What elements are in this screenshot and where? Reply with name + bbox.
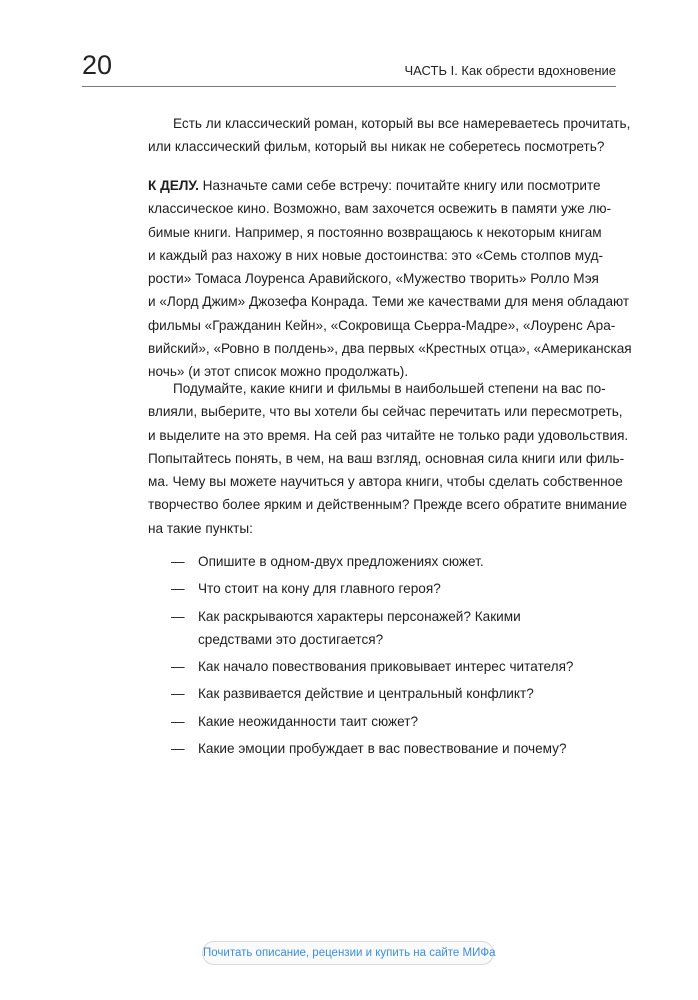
dash-marker: — <box>171 713 185 729</box>
text-line: бимые книги. Например, я постоянно возвращаюсь к некоторым книгам <box>148 224 602 240</box>
text-line: Есть ли классический роман, который вы все намереваетесь прочитать, <box>173 116 631 131</box>
list-item-text: Что стоит на кону для главного героя? <box>198 581 441 597</box>
text-line: или классический фильм, который вы никак не соберетесь посмотреть? <box>148 139 605 155</box>
text-line: творчество более ярким и действенным? Прежде всего обратите внимание <box>148 497 628 513</box>
text-line: фильмы «Гражданин Кейн», «Сокровища Сьерра-Мадре», «Лоуренс Ара- <box>148 317 616 333</box>
page-number: 20 <box>82 50 113 80</box>
list-item-text: Опишите в одном-двух предложениях сюжет. <box>198 554 484 569</box>
list-item <box>148 550 597 573</box>
text-line: влияли, выберите, что вы хотели бы сейчас перечитать или пересмотреть, <box>148 404 623 420</box>
dash-marker: — <box>171 581 185 597</box>
text-line: рости» Томаса Лоуренса Аравийского, «Мужество творить» Ролло Мэя <box>148 271 599 287</box>
action-lead: К ДЕЛУ. <box>148 178 199 193</box>
dash-marker: — <box>171 608 185 624</box>
text-line: Попытайтесь понять, в чем, на ваш взгляд, основная сила книги или филь- <box>148 450 625 466</box>
question-paragraph <box>148 112 631 159</box>
text-line: вийский», «Ровно в полдень», два первых «Крестных отца», «Американская <box>148 341 632 357</box>
action-paragraph <box>148 174 632 384</box>
dash-marker: — <box>171 554 185 569</box>
buy-on-mif-link[interactable]: Почитать описание, рецензии и купить на сайте МИФа <box>203 947 496 959</box>
list-item <box>148 682 597 705</box>
list-item <box>148 605 597 652</box>
list-item <box>148 655 597 678</box>
list-item <box>148 577 597 600</box>
list-item-text: Как начало повествования приковывает интерес читателя? <box>198 659 574 675</box>
text-line: и каждый раз нахожу в них новые достоинства: это «Семь столпов муд- <box>148 247 604 263</box>
running-head: ЧАСТЬ I. Как обрести вдохновение <box>404 63 616 78</box>
dash-marker: — <box>171 659 185 675</box>
list-item <box>148 710 597 733</box>
footer-link-pill <box>202 941 494 965</box>
dash-marker: — <box>171 686 185 702</box>
text-line: и «Лорд Джим» Джозефа Конрада. Теми же качествами для меня обладают <box>148 294 630 310</box>
text-line <box>148 174 601 197</box>
dash-marker: — <box>171 741 185 757</box>
think-paragraph <box>148 377 629 540</box>
list-item <box>148 737 597 760</box>
list-item-text: Как раскрываются характеры персонажей? Какими средствами это достигается? <box>198 608 521 647</box>
page-header <box>82 48 616 87</box>
text-line: классическое кино. Возможно, вам захочется освежить в памяти уже лю- <box>148 201 612 217</box>
list-item-text: Какие неожиданности таит сюжет? <box>198 713 419 729</box>
text-line: ночь» (и этот список можно продолжать). <box>148 364 409 380</box>
list-item-text: Как развивается действие и центральный конфликт? <box>198 686 534 702</box>
text-line-rest: Назначьте сами себе встречу: почитайте книгу или посмотрите <box>198 178 601 193</box>
text-line: Подумайте, какие книги и фильмы в наибольшей степени на вас по- <box>173 381 606 396</box>
text-line: и выделите на это время. На сей раз читайте не только ради удовольствия. <box>148 427 629 443</box>
checklist <box>148 550 597 764</box>
text-line: ма. Чему вы можете научиться у автора книги, чтобы сделать собственное <box>148 474 623 490</box>
text-line: на такие пункты: <box>148 520 253 536</box>
list-item-text: Какие эмоции пробуждает в вас повествование и почему? <box>198 741 567 757</box>
